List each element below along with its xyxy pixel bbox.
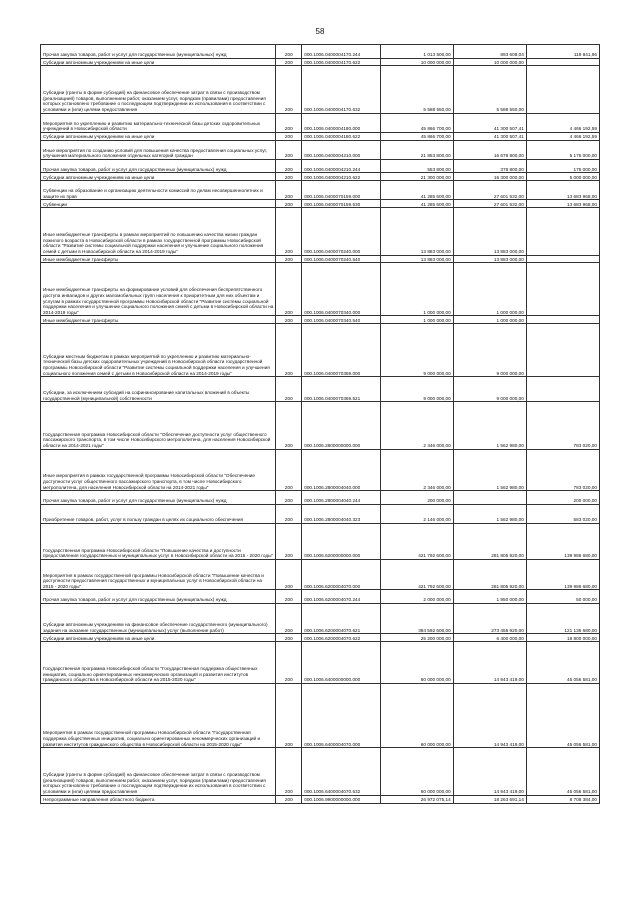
- table-row: [41, 263, 600, 316]
- approved-amount-cell: 2 000 000,00: [380, 590, 453, 604]
- unexecuted-remainder-cell: 4 466 192,59: [526, 113, 599, 132]
- unexecuted-remainder-cell: [526, 324, 599, 377]
- classification-code-cell: 000.1006.0400004210.622: [302, 173, 380, 181]
- row-name-cell: Иные межбюджетные трансферты на формирование условий для обеспечения беспрепятственного доступа инвалидов и других маломобильных групп населения к приоритетным для них объектам и услугам в рамках государственной программы Новосибирской области "Развитие системы социальной поддержки населения и улучшение социального положения семей с детьми в Новосибирской области на 2014-2019 годы": [41, 263, 276, 316]
- admin-code-cell: 200: [276, 523, 302, 559]
- row-name-cell: Субвенции: [41, 200, 276, 208]
- row-name-cell: Мероприятия по укреплению и развитию материально-технической базы детских оздоровительных учреждений в Новосибирской области: [41, 113, 276, 132]
- page-number: 58: [315, 27, 325, 36]
- classification-code-cell: 000.1006.2800004040.000: [302, 449, 380, 491]
- approved-amount-cell: 553 800,00: [380, 159, 453, 173]
- table-row: [41, 45, 600, 59]
- classification-code-cell: 000.1006.6400004070.000: [302, 684, 380, 748]
- row-name-cell: Приобретение товаров, работ, услуг в пользу граждан в целях их социального обеспечения: [41, 504, 276, 523]
- admin-code-cell: 200: [276, 263, 302, 316]
- classification-code-cell: 000.1006.0400004180.622: [302, 132, 380, 140]
- table-row: [41, 560, 600, 590]
- table-row: [41, 795, 600, 803]
- classification-code-cell: 000.1006.0400004170.632: [302, 66, 380, 113]
- unexecuted-remainder-cell: [526, 263, 599, 316]
- table-row: [41, 603, 600, 633]
- approved-amount-cell: 1 000 000,00: [380, 263, 453, 316]
- row-name-cell: Государственная программа Новосибирской области "Повышение качества и доступности предоставления государственных и муниципальных услуг в Новосибирской области на 2015 - 2020 годы": [41, 523, 276, 559]
- approved-amount-cell: 45 866 700,00: [380, 132, 453, 140]
- executed-amount-cell: 27 601 532,00: [453, 181, 526, 200]
- admin-code-cell: 200: [276, 58, 302, 66]
- admin-code-cell: 200: [276, 795, 302, 803]
- row-name-cell: Прочая закупка товаров, работ и услуг для государственных (муниципальных) нужд: [41, 45, 276, 59]
- table-row: [41, 642, 600, 684]
- admin-code-cell: 200: [276, 590, 302, 604]
- executed-amount-cell: 13 883 000,00: [453, 208, 526, 255]
- unexecuted-remainder-cell: 119 841,96: [526, 45, 599, 59]
- executed-amount-cell: 5 588 550,00: [453, 66, 526, 113]
- classification-code-cell: 000.1006.2800004040.323: [302, 504, 380, 523]
- unexecuted-remainder-cell: 200 000,00: [526, 491, 599, 505]
- classification-code-cell: 000.1006.2800000000.000: [302, 402, 380, 449]
- approved-amount-cell: 60 000 000,00: [380, 748, 453, 795]
- executed-amount-cell: 1 562 980,00: [453, 402, 526, 449]
- row-name-cell: Субсидии автономным учреждениям на иные цели: [41, 634, 276, 642]
- row-name-cell: Субсидии автономным учреждениям на иные цели: [41, 173, 276, 181]
- row-name-cell: Субсидии местным бюджетам в рамках мероприятий по укреплению и развитию материально-технической базы детских оздоровительных учреждений в Новосибирской области государственной программы Новосибирской области "Развитие системы социальной поддержки населения и улучшения социального положения семей с детьми в Новосибирской области на 2014-2019 годы": [41, 324, 276, 377]
- row-name-cell: Иные мероприятия в рамках государственной программы Новосибирской области "Обеспечение доступности услуг общественного пассажирского транспорта, в том числе Новосибирского метрополитена, для населения Новосибирской области на 2014-2021 годы": [41, 449, 276, 491]
- admin-code-cell: 200: [276, 504, 302, 523]
- classification-code-cell: 000.1006.6200004070.621: [302, 603, 380, 633]
- classification-code-cell: 000.1006.6200000000.000: [302, 523, 380, 559]
- unexecuted-remainder-cell: 139 986 680,00: [526, 523, 599, 559]
- table-row: [41, 324, 600, 377]
- row-name-cell: Мероприятия в рамках государственной программы Новосибирской области "Повышение качества и доступности предоставления государственных и муниципальных услуг в Новосибирской области на 2015 - 2020 годы": [41, 560, 276, 590]
- executed-amount-cell: 1 562 980,00: [453, 449, 526, 491]
- classification-code-cell: 000.1006.0400070369.521: [302, 377, 380, 402]
- executed-amount-cell: 41 300 507,41: [453, 132, 526, 140]
- unexecuted-remainder-cell: 45 056 581,00: [526, 642, 599, 684]
- admin-code-cell: 200: [276, 316, 302, 324]
- approved-amount-cell: 200 000,00: [380, 491, 453, 505]
- executed-amount-cell: 10 000 000,00: [453, 58, 526, 66]
- unexecuted-remainder-cell: 45 056 581,00: [526, 684, 599, 748]
- row-name-cell: Мероприятия в рамках государственной программы Новосибирской области "Государственная поддержка общественных инициатив, социально ориентированных некоммерческих организаций и развития институтов гражданского общества в Новосибирской области на 2015-2020 годы": [41, 684, 276, 748]
- classification-code-cell: 000.1006.0400004210.244: [302, 159, 380, 173]
- admin-code-cell: 200: [276, 208, 302, 255]
- admin-code-cell: 200: [276, 684, 302, 748]
- table-row: [41, 255, 600, 263]
- table-row: [41, 748, 600, 795]
- row-name-cell: Прочая закупка товаров, работ и услуг для государственных (муниципальных) нужд: [41, 590, 276, 604]
- classification-code-cell: 000.1006.0400004180.000: [302, 113, 380, 132]
- table-row: [41, 634, 600, 642]
- approved-amount-cell: 5 588 550,00: [380, 66, 453, 113]
- row-name-cell: Субсидии автономным учреждениям на иные цели: [41, 132, 276, 140]
- executed-amount-cell: 41 300 507,41: [453, 113, 526, 132]
- row-name-cell: Непрограммные направления областного бюджета: [41, 795, 276, 803]
- admin-code-cell: 200: [276, 255, 302, 263]
- admin-code-cell: 200: [276, 113, 302, 132]
- approved-amount-cell: 2 346 000,00: [380, 402, 453, 449]
- executed-amount-cell: 273 455 920,00: [453, 603, 526, 633]
- row-name-cell: Государственная программа Новосибирской области "Обеспечение доступности услуг общественного пассажирского транспорта, в том числе Новосибирского метрополитена, для населения Новосибирской области на 2014-2021 годы": [41, 402, 276, 449]
- unexecuted-remainder-cell: 5 000 000,00: [526, 173, 599, 181]
- admin-code-cell: 200: [276, 66, 302, 113]
- classification-code-cell: 000.1006.6200004070.000: [302, 560, 380, 590]
- unexecuted-remainder-cell: 13 683 968,00: [526, 200, 599, 208]
- admin-code-cell: 200: [276, 642, 302, 684]
- table-row: [41, 200, 600, 208]
- admin-code-cell: 200: [276, 449, 302, 491]
- executed-amount-cell: 9 000 000,00: [453, 377, 526, 402]
- table-row: [41, 449, 600, 491]
- admin-code-cell: 200: [276, 132, 302, 140]
- approved-amount-cell: 21 300 000,00: [380, 173, 453, 181]
- row-name-cell: Субсидии (гранты в форме субсидий) на финансовое обеспечение затрат в связи с производством (реализацией) товаров, выполнением работ, оказанием услуг, порядком (правилами) предоставления которых установлено требование о последующем подтверждении их использования в соответствии с условиями и (или) целями предоставления: [41, 748, 276, 795]
- unexecuted-remainder-cell: [526, 377, 599, 402]
- classification-code-cell: 000.1006.0400070240.000: [302, 208, 380, 255]
- row-name-cell: Субсидии (гранты в форме субсидий) на финансовое обеспечение затрат в связи с производством (реализацией) товаров, выполнением работ, оказанием услуг, порядком (правилами) предоставления которых установлено требование о последующем подтверждении их использования в соответствии с условиями и (или) целями предоставления: [41, 66, 276, 113]
- classification-code-cell: 000.1006.9900000000.000: [302, 795, 380, 803]
- classification-code-cell: 000.1006.0400070340.000: [302, 263, 380, 316]
- executed-amount-cell: 1 000 000,00: [453, 263, 526, 316]
- approved-amount-cell: 60 000 000,00: [380, 642, 453, 684]
- table-row: [41, 504, 600, 523]
- executed-amount-cell: 14 943 419,00: [453, 748, 526, 795]
- executed-amount-cell: 1 950 000,00: [453, 590, 526, 604]
- classification-code-cell: 000.1006.0400070369.000: [302, 324, 380, 377]
- approved-amount-cell: 45 866 700,00: [380, 113, 453, 132]
- unexecuted-remainder-cell: [526, 66, 599, 113]
- unexecuted-remainder-cell: [526, 255, 599, 263]
- unexecuted-remainder-cell: 583 020,00: [526, 504, 599, 523]
- row-name-cell: Субсидии, за исключением субсидий на софинансирование капитальных вложений в объекты государственной (муниципальной) собственности: [41, 377, 276, 402]
- approved-amount-cell: 9 000 000,00: [380, 324, 453, 377]
- unexecuted-remainder-cell: 8 708 384,00: [526, 795, 599, 803]
- approved-amount-cell: 1 000 000,00: [380, 316, 453, 324]
- row-name-cell: Иные межбюджетные трансферты: [41, 316, 276, 324]
- executed-amount-cell: 16 678 800,00: [453, 140, 526, 159]
- row-name-cell: Субсидии автономным учреждениям на финансовое обеспечение государственного (муниципального) задания на оказание государственных (муниципальных) услуг (выполнение работ): [41, 603, 276, 633]
- admin-code-cell: 200: [276, 140, 302, 159]
- admin-code-cell: 200: [276, 173, 302, 181]
- unexecuted-remainder-cell: [526, 316, 599, 324]
- approved-amount-cell: 41 285 500,00: [380, 181, 453, 200]
- admin-code-cell: 200: [276, 181, 302, 200]
- table-row: [41, 173, 600, 181]
- budget-execution-table: [40, 44, 600, 804]
- classification-code-cell: 000.1006.0400004170.622: [302, 58, 380, 66]
- unexecuted-remainder-cell: 4 466 192,59: [526, 132, 599, 140]
- table-row: [41, 377, 600, 402]
- admin-code-cell: 200: [276, 324, 302, 377]
- classification-code-cell: 000.1006.0400004210.000: [302, 140, 380, 159]
- table-row: [41, 684, 600, 748]
- executed-amount-cell: 14 943 419,00: [453, 684, 526, 748]
- classification-code-cell: 000.1006.6200004070.622: [302, 634, 380, 642]
- executed-amount-cell: 281 805 920,00: [453, 560, 526, 590]
- unexecuted-remainder-cell: 5 175 000,00: [526, 140, 599, 159]
- unexecuted-remainder-cell: 45 056 581,00: [526, 748, 599, 795]
- executed-amount-cell: 6 400 000,00: [453, 634, 526, 642]
- table-row: [41, 181, 600, 200]
- approved-amount-cell: 10 000 000,00: [380, 58, 453, 66]
- approved-amount-cell: 9 000 000,00: [380, 377, 453, 402]
- table-row: [41, 132, 600, 140]
- approved-amount-cell: 421 792 600,00: [380, 523, 453, 559]
- executed-amount-cell: 378 800,00: [453, 159, 526, 173]
- executed-amount-cell: 27 601 532,00: [453, 200, 526, 208]
- approved-amount-cell: 394 592 600,00: [380, 603, 453, 633]
- unexecuted-remainder-cell: 121 136 680,00: [526, 603, 599, 633]
- table-row: [41, 590, 600, 604]
- admin-code-cell: 200: [276, 45, 302, 59]
- row-name-cell: Иные межбюджетные трансферты в рамках мероприятий по повышению качества жизни граждан пожилого возраста в Новосибирской области в рамках государственной программы Новосибирской области "Развитие системы социальной поддержки населения и улучшение социального положения семей с детьми в Новосибирской области на 2014-2019 годы": [41, 208, 276, 255]
- unexecuted-remainder-cell: [526, 208, 599, 255]
- executed-amount-cell: 18 263 691,14: [453, 795, 526, 803]
- admin-code-cell: 200: [276, 634, 302, 642]
- table-row: [41, 208, 600, 255]
- classification-code-cell: 000.1006.0400070240.540: [302, 255, 380, 263]
- executed-amount-cell: 1 000 000,00: [453, 316, 526, 324]
- table-row: [41, 58, 600, 66]
- classification-code-cell: 000.1006.0400070340.540: [302, 316, 380, 324]
- admin-code-cell: 200: [276, 200, 302, 208]
- executed-amount-cell: 14 943 419,00: [453, 642, 526, 684]
- admin-code-cell: 200: [276, 402, 302, 449]
- admin-code-cell: 200: [276, 603, 302, 633]
- unexecuted-remainder-cell: 175 000,00: [526, 159, 599, 173]
- row-name-cell: Прочая закупка товаров, работ и услуг для государственных (муниципальных) нужд: [41, 159, 276, 173]
- approved-amount-cell: 41 285 500,00: [380, 200, 453, 208]
- row-name-cell: Субвенции на образование и организацию деятельности комиссий по делам несовершеннолетних и защите их прав: [41, 181, 276, 200]
- approved-amount-cell: 2 346 000,00: [380, 449, 453, 491]
- approved-amount-cell: 13 883 000,00: [380, 255, 453, 263]
- table-row: [41, 491, 600, 505]
- classification-code-cell: 000.1006.0400070159.530: [302, 200, 380, 208]
- approved-amount-cell: 21 853 800,00: [380, 140, 453, 159]
- approved-amount-cell: 421 792 600,00: [380, 560, 453, 590]
- executed-amount-cell: 281 805 920,00: [453, 523, 526, 559]
- table-row: [41, 113, 600, 132]
- unexecuted-remainder-cell: 783 020,00: [526, 449, 599, 491]
- table-row: [41, 316, 600, 324]
- classification-code-cell: 000.1006.6200004070.244: [302, 590, 380, 604]
- approved-amount-cell: 1 013 500,00: [380, 45, 453, 59]
- unexecuted-remainder-cell: 18 800 000,00: [526, 634, 599, 642]
- executed-amount-cell: 893 608,04: [453, 45, 526, 59]
- table-body: [41, 45, 600, 804]
- table-row: [41, 66, 600, 113]
- table-row: [41, 402, 600, 449]
- approved-amount-cell: 2 146 000,00: [380, 504, 453, 523]
- approved-amount-cell: 25 200 000,00: [380, 634, 453, 642]
- approved-amount-cell: 26 972 075,14: [380, 795, 453, 803]
- admin-code-cell: 200: [276, 159, 302, 173]
- row-name-cell: Субсидии автономным учреждениям на иные цели: [41, 58, 276, 66]
- admin-code-cell: 200: [276, 377, 302, 402]
- admin-code-cell: 200: [276, 560, 302, 590]
- admin-code-cell: 200: [276, 491, 302, 505]
- approved-amount-cell: 60 000 000,00: [380, 684, 453, 748]
- row-name-cell: Иные межбюджетные трансферты: [41, 255, 276, 263]
- row-name-cell: Прочая закупка товаров, работ и услуг для государственных (муниципальных) нужд: [41, 491, 276, 505]
- executed-amount-cell: 9 000 000,00: [453, 324, 526, 377]
- row-name-cell: Государственная программа Новосибирской области "Государственная поддержка общественных инициатив, социально ориентированных некоммерческих организаций и развития институтов гражданского общества в Новосибирской области на 2015-2020 годы": [41, 642, 276, 684]
- table-row: [41, 523, 600, 559]
- executed-amount-cell: 13 883 000,00: [453, 255, 526, 263]
- unexecuted-remainder-cell: 139 986 680,00: [526, 560, 599, 590]
- unexecuted-remainder-cell: 13 683 968,00: [526, 181, 599, 200]
- classification-code-cell: 000.1006.0400004170.244: [302, 45, 380, 59]
- approved-amount-cell: 13 883 000,00: [380, 208, 453, 255]
- unexecuted-remainder-cell: 783 020,00: [526, 402, 599, 449]
- classification-code-cell: 000.1006.6400000000.000: [302, 642, 380, 684]
- table-row: [41, 159, 600, 173]
- unexecuted-remainder-cell: [526, 58, 599, 66]
- table-row: [41, 140, 600, 159]
- admin-code-cell: 200: [276, 748, 302, 795]
- executed-amount-cell: 16 300 000,00: [453, 173, 526, 181]
- classification-code-cell: 000.1006.0400070159.000: [302, 181, 380, 200]
- classification-code-cell: 000.1006.6400004070.632: [302, 748, 380, 795]
- executed-amount-cell: 1 562 980,00: [453, 504, 526, 523]
- row-name-cell: Иные мероприятия по созданию условий для повышения качества предоставления социальных услуг, улучшения материального положения отдельных категорий граждан: [41, 140, 276, 159]
- executed-amount-cell: [453, 491, 526, 505]
- unexecuted-remainder-cell: 50 000,00: [526, 590, 599, 604]
- classification-code-cell: 000.1006.2800004040.244: [302, 491, 380, 505]
